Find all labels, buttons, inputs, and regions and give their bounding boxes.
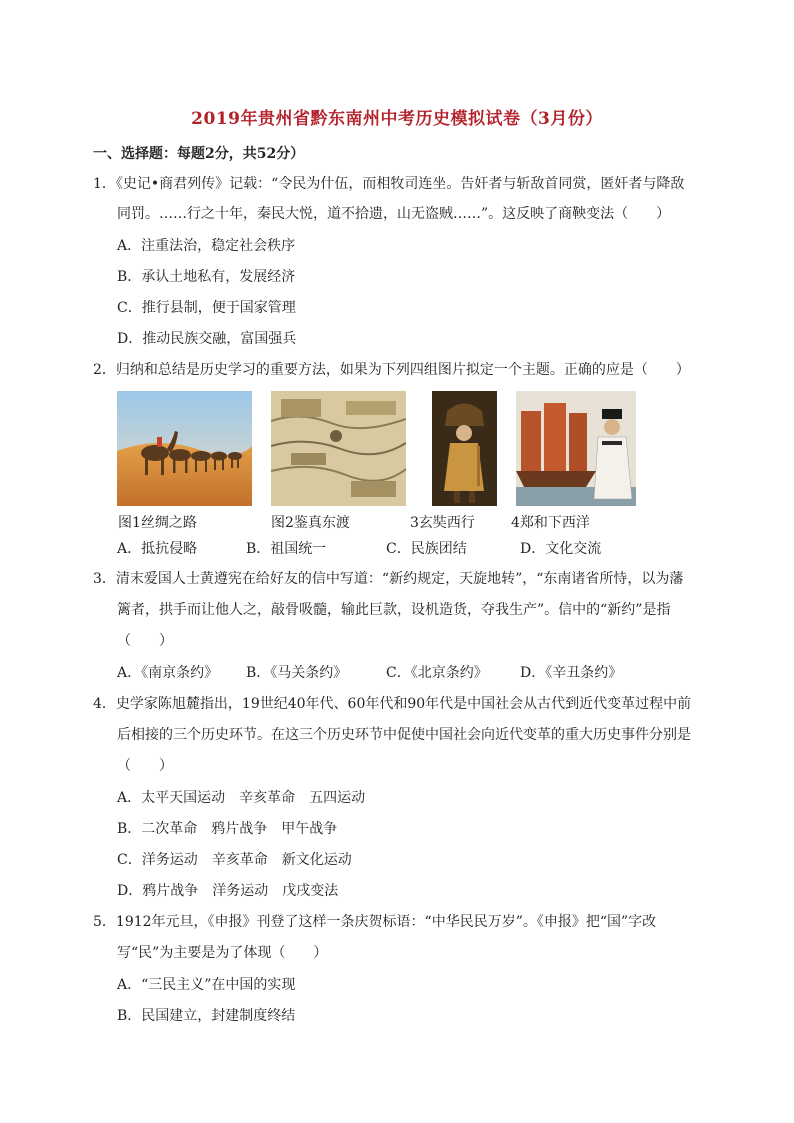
- question-1-option-c: C．推行县制，便于国家管理: [117, 300, 296, 316]
- question-5-text-cont: 写“民”为主要是为了体现（ ）: [117, 945, 328, 961]
- question-3-option-a: A．《南京条约》: [117, 665, 219, 681]
- question-5-option-a: A．“三民主义”在中国的实现: [117, 977, 296, 993]
- xuanzang-image: [432, 391, 497, 506]
- question-4-option-c: C．洋务运动 辛亥革命 新文化运动: [117, 852, 352, 868]
- image-2-caption: 图2鉴真东渡: [271, 515, 350, 531]
- question-4-text-cont-2: （ ）: [117, 758, 173, 774]
- question-3-text: 3．清末爱国人士黄遵宪在给好友的信中写道：“新约规定，天旋地转”，“东南诸省所恃，以为藩: [93, 571, 684, 587]
- question-1-text-cont: 同罚。……行之十年，秦民大悦，道不拾遗，山无盗贼……”。这反映了商鞅变法（ ）: [117, 206, 671, 222]
- question-3-text-cont-2: （ ）: [117, 633, 173, 649]
- section-heading: 一、选择题：每题2分，共52分）: [93, 146, 305, 162]
- question-1-option-b: B．承认土地私有，发展经济: [117, 269, 296, 285]
- question-4-text: 4．史学家陈旭麓指出，19世纪40年代、60年代和90年代是中国社会从古代到近代变革过程中前: [93, 696, 692, 712]
- question-3-option-b: B．《马关条约》: [246, 665, 348, 681]
- question-1-text: 1．《史记•商君列传》记载：“令民为什伍，而相牧司连坐。告奸者与斩敌首同赏，匿奸者与降敌: [93, 176, 685, 192]
- question-5-option-b: B．民国建立，封建制度终结: [117, 1008, 296, 1024]
- question-2-option-b: B．祖国统一: [246, 541, 327, 557]
- image-3-caption: 3玄奘西行: [410, 515, 475, 531]
- silk-road-camel-image: [117, 391, 252, 506]
- jianzhen-voyage-image: [271, 391, 406, 506]
- zheng-he-voyage-image: [516, 391, 636, 506]
- question-1-option-d: D．推动民族交融，富国强兵: [117, 331, 297, 347]
- question-1-option-a: A．注重法治，稳定社会秩序: [117, 238, 296, 254]
- question-2-option-a: A．抵抗侵略: [117, 541, 198, 557]
- question-3-option-d: D．《辛丑条约》: [520, 665, 623, 681]
- image-4-caption: 4郑和下西洋: [511, 515, 590, 531]
- image-1-caption: 图1丝绸之路: [118, 515, 197, 531]
- question-5-text: 5．1912年元旦，《申报》刊登了这样一条庆贺标语：“中华民民万岁”。《申报》把“国”字改: [93, 914, 657, 930]
- question-4-text-cont: 后相接的三个历史环节。在这三个历史环节中促使中国社会向近代变革的重大历史事件分别是: [117, 727, 691, 743]
- page-title: 2019年贵州省黔东南州中考历史模拟试卷（3月份）: [191, 109, 603, 129]
- question-4-option-d: D．鸦片战争 洋务运动 戊戌变法: [117, 883, 339, 899]
- question-2-option-d: D．文化交流: [520, 541, 602, 557]
- question-2-option-c: C．民族团结: [386, 541, 467, 557]
- question-4-option-a: A．太平天国运动 辛亥革命 五四运动: [117, 790, 366, 806]
- question-3-text-cont: 篱者，拱手而让他人之，敲骨吸髓，输此巨款，设机造货，夺我生产”。信中的“新约”是指: [117, 602, 671, 618]
- question-2-text: 2．归纳和总结是历史学习的重要方法，如果为下列四组图片拟定一个主题。正确的应是（ ）: [93, 362, 690, 378]
- question-4-option-b: B．二次革命 鸦片战争 甲午战争: [117, 821, 338, 837]
- question-3-option-c: C．《北京条约》: [386, 665, 488, 681]
